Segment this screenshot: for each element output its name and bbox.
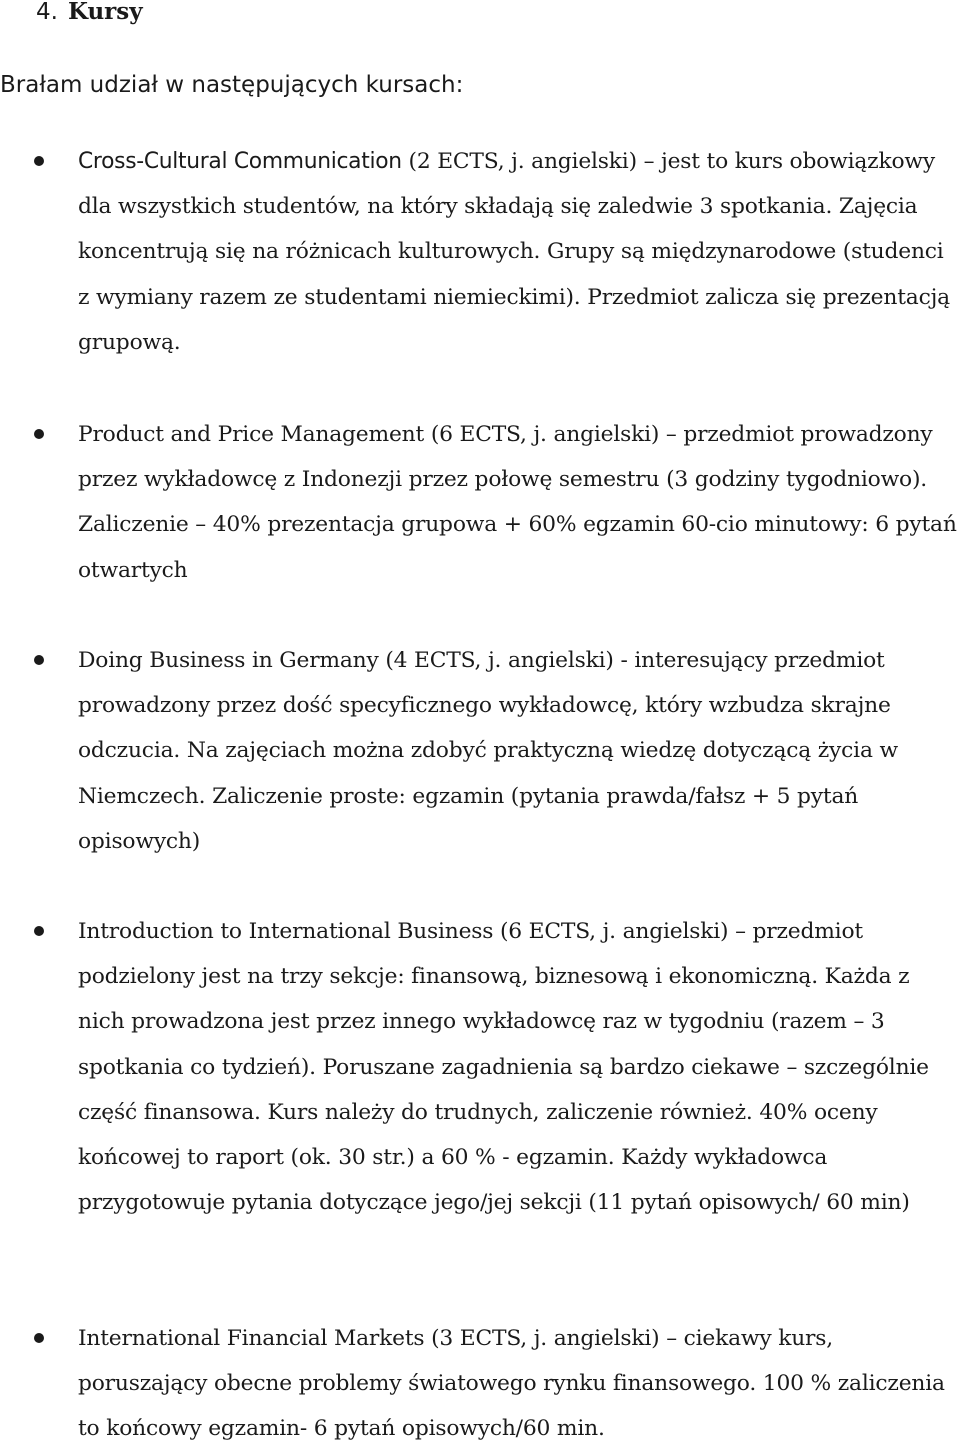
course-name: Doing Business in Germany — [78, 648, 379, 673]
bullet-icon — [34, 655, 44, 665]
course-name: International Financial Markets — [78, 1326, 425, 1351]
course-item — [78, 412, 960, 593]
course-item — [78, 909, 960, 1225]
course-details: (6 ECTS, j. angielski) – przedmiot prowadzony przez wykładowcę z Indonezji przez połowę semestru (3 godziny tygodniowo). Zaliczenie – 40% prezentacja grupowa + 60% egzamin 60-cio minutowy: 6 pytań otwartych — [78, 422, 957, 583]
course-details: (4 ECTS, j. angielski) - interesujący przedmiot prowadzony przez dość specyficznego wykładowcę, który wzbudza skrajne odczucia. Na zajęciach można zdobyć praktyczną wiedzę dotyczącą życia w Niemczech. Zaliczenie proste: egzamin (pytania prawda/fałsz + 5 pytań opisowych) — [78, 648, 898, 854]
bullet-icon — [34, 429, 44, 439]
course-name: Introduction to International Business — [78, 919, 494, 944]
bullet-icon — [34, 1333, 44, 1343]
bullet-icon — [34, 156, 44, 166]
section-number: 4. — [36, 0, 58, 25]
course-details: (3 ECTS, j. angielski) – ciekawy kurs, poruszający obecne problemy światowego rynku finansowego. 100 % zaliczenia to końcowy egzamin- 6 pytań opisowych/60 min. — [78, 1326, 945, 1442]
course-item — [78, 139, 960, 365]
course-name: Cross-Cultural Communication — [78, 149, 402, 174]
course-item — [78, 638, 960, 864]
course-details: (2 ECTS, j. angielski) – jest to kurs obowiązkowy dla wszystkich studentów, na który składają się zaledwie 3 spotkania. Zajęcia koncentrują się na różnicach kulturowych. Grupy są międzynarodowe (studenci z wymiany razem ze studentami niemieckimi). Przedmiot zalicza się prezentacją grupową. — [78, 149, 950, 355]
course-details: (6 ECTS, j. angielski) – przedmiot podzielony jest na trzy sekcje: finansową, biznesową i ekonomiczną. Każda z nich prowadzona jest przez innego wykładowcę raz w tygodniu (razem – 3 spotkania co tydzień). Poruszane zagadnienia są bardzo ciekawe – szczególnie część finansowa. Kurs należy do trudnych, zaliczenie również. 40% oceny końcowej to raport (ok. 30 str.) a 60 % - egzamin. Każdy wykładowca przygotowuje pytania dotyczące jego/jej sekcji (11 pytań opisowych/ 60 min) — [78, 919, 929, 1216]
section-title: Kursy — [67, 0, 143, 25]
bullet-icon — [34, 926, 44, 936]
section-heading — [0, 0, 143, 28]
course-name: Product and Price Management — [78, 422, 425, 447]
course-item — [78, 1316, 960, 1452]
intro-text: Brałam udział w następujących kursach: — [0, 72, 464, 98]
